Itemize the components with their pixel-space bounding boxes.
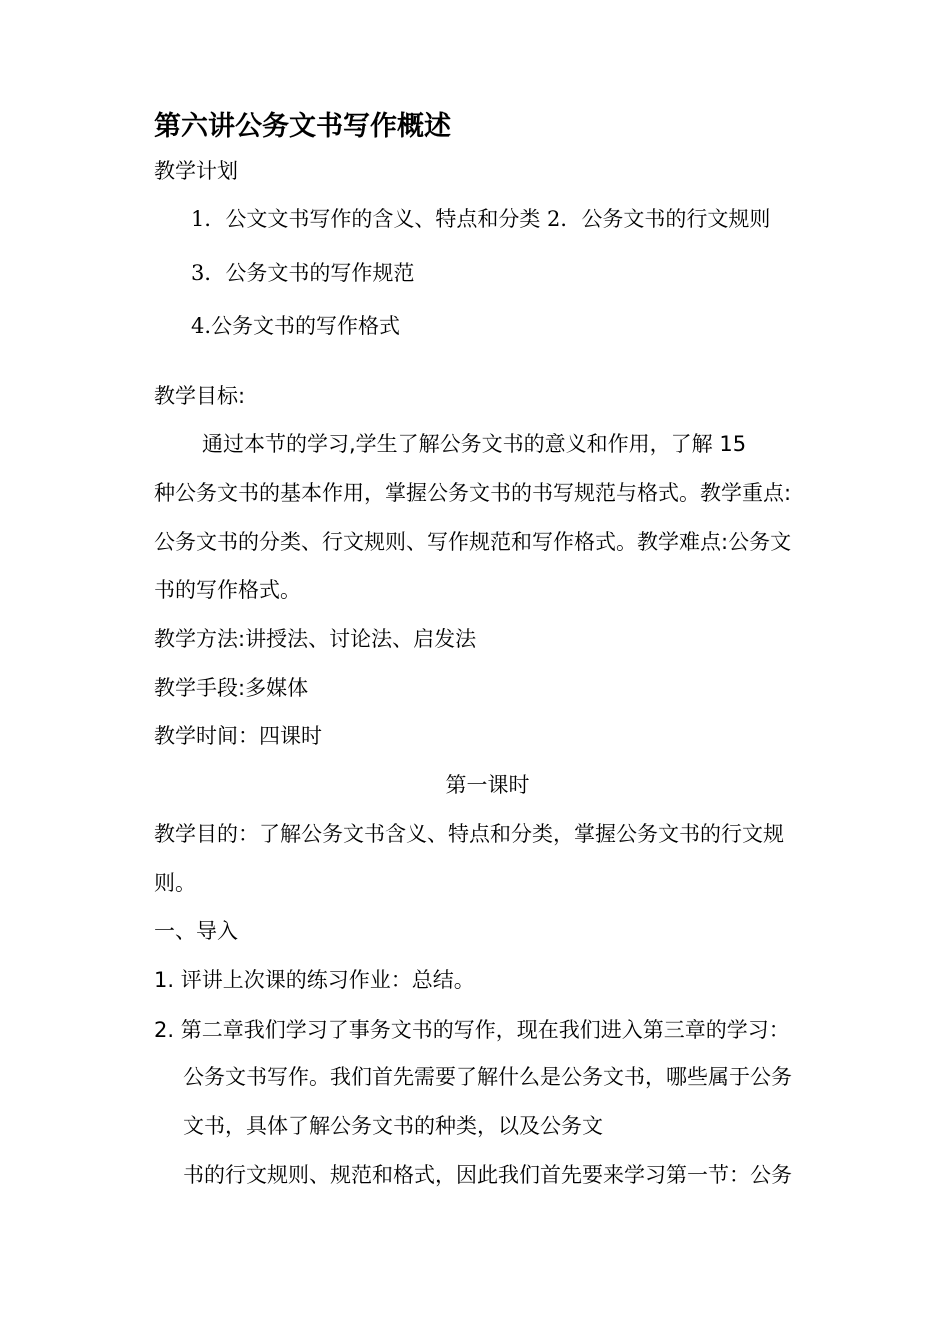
intro-continuation-1: 公务文书写作。我们首先需要了解什么是公务文书，哪些属于公务: [183, 1065, 792, 1089]
goal-line-1: 通过本节的学习,学生了解公务文书的意义和作用，了解 15: [202, 432, 747, 456]
plan-item-1: 1．公文文书写作的含义、特点和分类 2．公务文书的行文规则: [191, 207, 771, 231]
plan-heading: 教学计划: [154, 159, 238, 183]
plan-item-3: 4.公务文书的写作格式: [191, 314, 401, 338]
purpose-line-1: 教学目的：了解公务文书含义、特点和分类，掌握公务文书的行文规: [154, 822, 784, 846]
intro-item-2: 2. 第二章我们学习了事务文书的写作，现在我们进入第三章的学习：: [154, 1018, 790, 1042]
intro-continuation-2: 文书，具体了解公务文书的种类，以及公务文: [183, 1114, 603, 1138]
intro-item-1: 1. 评讲上次课的练习作业：总结。: [154, 968, 475, 992]
lesson-title: 第一课时: [445, 773, 530, 797]
goal-line-3: 公务文书的分类、行文规则、写作规范和写作格式。教学难点:公务文: [154, 530, 792, 554]
goal-line-4: 书的写作格式。: [154, 578, 301, 602]
intro-continuation-3: 书的行文规则、规范和格式，因此我们首先要来学习第一节：公务: [183, 1163, 792, 1187]
teaching-time: 教学时间：四课时: [154, 724, 322, 748]
document-title: 第六讲公务文书写作概述: [154, 111, 451, 142]
teaching-method: 教学方法:讲授法、讨论法、启发法: [154, 627, 477, 651]
teaching-means: 教学手段:多媒体: [154, 676, 309, 700]
plan-item-2: 3．公务文书的写作规范: [191, 261, 415, 285]
goal-heading: 教学目标:: [154, 384, 246, 408]
goal-line-2: 种公务文书的基本作用，掌握公务文书的书写规范与格式。教学重点:: [154, 481, 792, 505]
purpose-line-2: 则。: [154, 871, 196, 895]
section-intro-heading: 一、导入: [154, 919, 238, 943]
